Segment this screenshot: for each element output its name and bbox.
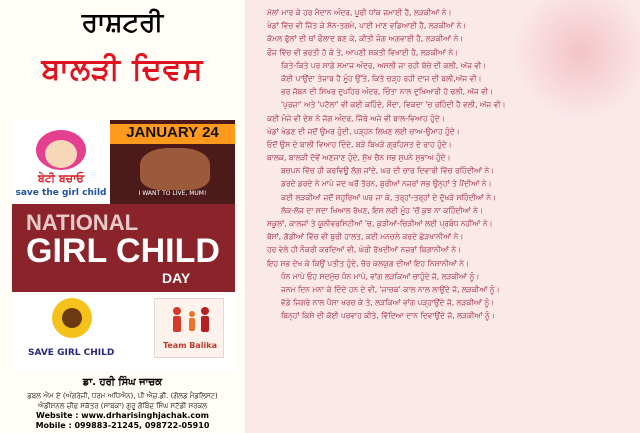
poem-line: ਕਈ ਮੰਜੇ ਵੀ ਦੇਸ਼ ਨੇ ਜੱਗ ਅੰਦਰ, ਜਿੱਥੇ ਅਜੇ ਵੀ ਬਾਲ-ਵਿਆਹ ਹੁੰਦੇ। bbox=[267, 113, 445, 123]
team-balika-label: Team Balika bbox=[162, 341, 218, 350]
author-name: ਡਾ. ਹਰੀ ਸਿੰਘ ਜਾਚਕ bbox=[82, 377, 163, 388]
national-girl-child-day-banner bbox=[12, 204, 235, 292]
january-date-label: JANUARY 24 bbox=[110, 124, 235, 144]
child-face-shape bbox=[140, 148, 210, 190]
beti-bachao-image bbox=[12, 120, 110, 204]
save-girl-child-image bbox=[12, 292, 235, 372]
poem-line: ਜਨਮ ਦਿਨ ਮਨਾ ਕੇ ਦਿੰਦੇ ਹਨ ਦੇ ਵੀ, 'ਜਾਚਕ' ਕਾਲ ਨਾਲ ਲਾਉਂਦੇ ਜੋ, ਲੜਕੀਆਂ ਨੂੰ। bbox=[281, 284, 500, 294]
poster-panel bbox=[0, 0, 245, 433]
author-role: ਐਡੀਸ਼ਨਲ ਚੀਫ਼ ਸਕੱਤਰ (ਸਾਬਕਾ) ਗੁਰੂ ਗੋਬਿੰਦ ਸਿੰਘ ਸਟੱਡੀ ਸਰਕਲ bbox=[38, 402, 207, 410]
poem-line: ਡਰਦੇ ਡਰਦੇ ਨੇ ਮਾਪੇ ਜਦ ਘਰੋਂ ਤੋਰਨ, ਬੁਰੀਆਂ ਨਜ਼ਰਾਂ ਸਭ ਉਨ੍ਹਾਂ ਤੇ ਪੈਂਦੀਆਂ ਨੇ। bbox=[281, 179, 492, 189]
poem-line: ਲੋਕ-ਲੱਜ ਦਾ ਸਦਾ ਖਿਆਲ ਰੱਖਣ, ਇਸ ਲਈ ਮੂੰਹ 'ਚੋਂ ਕੁਝ ਨਾ ਕਹਿੰਦੀਆਂ ਨੇ। bbox=[281, 205, 483, 215]
poem-line: 'ਪੁਰਜ਼ਾ' ਅਤੇ 'ਪਟੋਲਾ' ਵੀ ਕਈ ਕਹਿੰਦੇ, ਸੌਦਾ, ਵਿਕਦਾ 'ਚ ਰਹਿੰਦੀ ਹੈ ਵਲੀ, ਅੱਜ ਵੀ। bbox=[281, 100, 506, 110]
poster-title-line2: ਬਾਲੜੀ ਦਿਵਸ bbox=[41, 52, 204, 87]
january-24-image bbox=[110, 120, 235, 204]
family-figures-icon bbox=[165, 305, 215, 335]
save-girl-child-label: SAVE GIRL CHILD bbox=[28, 348, 115, 358]
sunflower-center-shape bbox=[62, 308, 82, 328]
poem-line: ਫੌਜ ਵਿੱਚ ਵੀ ਭਰਤੀ ਹੋ ਕੇ ਤੇ, ਆਪਣੀ ਸ਼ਕਤੀ ਵਿਖਾਈ ਹੈ, ਲੜਕੀਆਂ ਨੇ। bbox=[267, 47, 459, 57]
poem-line: ਬਾਲਕ, ਬਾਲੜੀ ਦੋਵੇਂ ਅਣਜਾਣ ਹੁੰਦੇ, ਸੁੱਖ ਚੈਨ ਸਭ ਸੁਪਨੇ ਸੁਭਾਅ ਹੁੰਦੇ। bbox=[267, 153, 451, 163]
poem-panel bbox=[245, 0, 640, 433]
poem-line: ਖੇਡਾਂ ਵਿੱਚ ਵੀ ਜਿੱਤ ਕੇ ਸੋਨ-ਤਗਮੇ, ਪਾਈ ਮਾਣ ਵਡਿਆਈ ਹੈ, ਲੜਕੀਆਂ ਨੇ। bbox=[267, 21, 467, 31]
website-text: Website : www.drharisinghjachak.com bbox=[36, 411, 209, 420]
save-the-girl-child-label: save the girl child bbox=[15, 188, 107, 198]
beti-bachao-label: ਬੇਟੀ ਬਚਾਓ bbox=[37, 172, 85, 185]
girl-child-label: GIRL CHILD bbox=[26, 232, 220, 270]
day-label: DAY bbox=[162, 270, 191, 286]
team-balika-logo bbox=[154, 298, 224, 358]
i-want-to-live-label: I WANT TO LIVE, MUM! bbox=[138, 190, 207, 197]
mobile-text: Mobile : 099883-21245, 098722-05910 bbox=[35, 421, 210, 430]
poem-line: ਸਕੂਲਾਂ, ਕਾਲਜਾਂ ਤੇ ਯੂਨੀਵਰਸਿਟੀਆਂ 'ਚ, ਕੁੜੀਆਂ-ਚਿੜੀਆਂ ਲਈ ਪ੍ਰਬੰਧ ਨਹੀਂਆਂ ਨੇ। bbox=[267, 219, 493, 228]
poster-title-line1: ਰਾਸ਼ਟਰੀ bbox=[81, 8, 164, 38]
poem-line: ਕੋਮਲ ਫੁੱਲਾਂ ਦੀ ਥਾਂ ਫੌਲਾਦ ਬਣ ਕੇ, ਕੀਤੀ ਜੰਗ ਅਗਵਾਈ ਹੈ, ਲੜਕੀਆਂ ਨੇ। bbox=[267, 34, 464, 44]
poem-line: ਧੰਨ ਮਾਪੇ ਓਹ ਸਦਮੁੱਚ ਧੰਨ ਮਾਪੇ, ਵਾਂਗ ਲੜਕਿਆਂ ਚਾਹੁੰਦੇ ਜੋ, ਲੜਕੀਆਂ ਨੂੰ। bbox=[281, 271, 480, 281]
poem-line: ਭਰ ਜੋਬਨ ਦੀ ਸਿਖਰ ਦੁਪਹਿਰ ਅੰਦਰ, ਚਿੰਤਾ ਨਾਲ ਦੁਖਿਆਰੀ ਹੋ ਢਲੀ, ਅੱਜ ਵੀ। bbox=[281, 87, 494, 97]
poem-line: ਮੱਲਾਂ ਮਾਰ ਕੇ ਹਰ ਮੈਦਾਨ ਅੰਦਰ, ਪੂਰੀ ਧਾਂਕ ਜਮਾਈ ਹੈ, ਲੜਕੀਆਂ ਨੇ। bbox=[267, 8, 452, 17]
poem-text bbox=[267, 8, 637, 325]
poem-line: ਇਹ ਸਭ ਦੇਖ ਕੇ ਕਿਉਂ ਪਤੀਤ ਹੁੰਦੇ, ਚੋਰ ਕਲਯੁਗ ਦੀਆਂ ਇਹ ਨਿਸ਼ਾਨੀਆਂ ਨੇ। bbox=[267, 258, 470, 268]
poem-line: ਬੱਸਾਂ, ਗੱਡੀਆਂ ਵਿੱਚ ਵੀ ਬੁਰੀ ਹਾਲਤ, ਕਈ ਮਨਚਲੇ ਕਰਦੇ ਛੇੜਖਾਨੀਆਂ ਨੇ। bbox=[267, 232, 464, 242]
girl-face-shape bbox=[45, 140, 77, 168]
poem-line: ਕਈ ਲੜਕੀਆਂ ਜਦੋਂ ਸਹੁਰਿਆਂ ਘਰ ਜਾ ਕੇ, ਤਰ੍ਹਾਂ-ਤਰ੍ਹਾਂ ਦੇ ਦੁੱਖੜੇ ਸਹਿੰਦੀਆਂ ਨੇ। bbox=[281, 192, 497, 202]
national-label: NATIONAL bbox=[26, 210, 139, 235]
poem-line: ਓਦੋਂ ਉਸ ਦੇ ਬਾਲੀ ਵਿਆਹ ਦਿੰਦੇ, ਬੜੇ ਬਿਖੜੇ ਗ੍ਰਹਿਸਤ ਦੇ ਰਾਹ ਹੁੰਦੇ। bbox=[267, 139, 452, 149]
poem-line: ਖੇਡਾਂ ਖੇਡਣ ਦੀ ਜਦੋਂ ਉਮਰ ਹੁੰਦੀ, ਪੜ੍ਹਨ ਲਿਖਣ ਲਈ ਚਾਅ-ਉਮਾਹ ਹੁੰਦੇ। bbox=[267, 126, 460, 136]
poem-line: ਕੋਈ ਪਾਉਂਦਾ ਤੇਜ਼ਾਬ ਹੈ ਮੂੰਹ ਉੱਤੇ, ਕਿਤੇ ਚੜ੍ਹ ਰਹੀ ਦਾਜ ਦੀ ਬਲੀ,ਅੱਜ ਵੀ। bbox=[281, 73, 482, 83]
poem-line: ਵੱਡੇ ਜਿਗਰੇ ਨਾਲ ਪੈਸਾ ਖਰਚ ਕੇ ਤੇ, ਲੜਕਿਆਂ ਵਾਂਗ ਪੜ੍ਹਾਉਂਦੇ ਜੋ, ਲੜਕੀਆਂ ਨੂੰ। bbox=[281, 298, 495, 308]
poem-line: ਬਿਨ੍ਹਾਂ ਕਿਸੇ ਦੀ ਕੋਈ ਪਰਵਾਹ ਕੀਤੇ, ਵਿੱਦਿਆ ਦਾਨ ਦਿਵਾਉਂਦੇ ਜੋ, ਲੜਕੀਆਂ ਨੂੰ। bbox=[281, 311, 495, 321]
poem-line: ਹਰ ਵੇਲੇ ਹੀ ਨੌਕਰੀ ਕਰਦਿਆਂ ਵੀ, ਘੇਰੀ ਰੱਖਦੀਆਂ ਨਜ਼ਰਾਂ ਬਿਗਾਨੀਆਂ ਨੇ। bbox=[267, 245, 462, 255]
author-credentials: ਡਬਲ ਐਮ ਏ (ਅੰਗਰੇਜ਼ੀ, ਧਰਮ ਅਧਿਐਨ), ਪੀ ਐਚ.ਡੀ. (ਗੋਲਡ ਮੈਡਲਿਸਟ) bbox=[27, 392, 218, 400]
poem-line: ਬਚਪਨ ਵਿੱਚ ਹੀ ਕਰਵਿਊ ਲੱਗ ਜਾਂਦੇ, ਘਰ ਦੀ ਚਾਰ ਦਿਵਾਰੀ ਵਿੱਚ ਰਹਿੰਦੀਆਂ ਨੇ। bbox=[281, 166, 495, 176]
poem-line: ਕਿਤੇ-ਕਿਤੇ ਪਰ ਸਾਡੇ ਸਮਾਜ ਅੰਦਰ, ਅਸਲੀ ਜਾ ਰਹੀ ਬੱਚੇ ਦੀ ਕਲੀ, ਅੱਜ ਵੀ। bbox=[281, 60, 487, 70]
